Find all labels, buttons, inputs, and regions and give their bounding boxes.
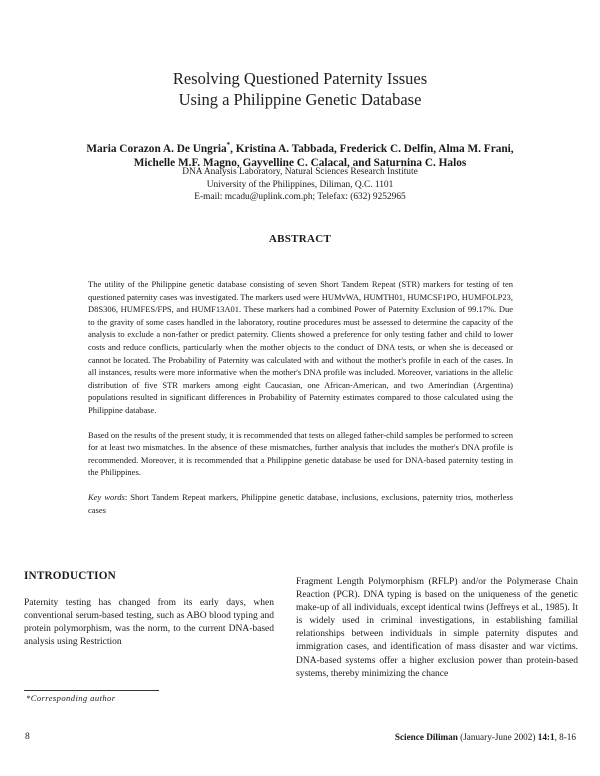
keywords	[88, 491, 513, 516]
first-author: Maria Corazon A. De Ungria	[86, 142, 227, 155]
abstract-body	[88, 278, 513, 516]
abstract-paragraph-2: Based on the results of the present study, it is recommended that tests on alleged father-child samples be performed to screen for at least two mismatches. In the absence of these mismatches, further analysis that includes the mother's DNA profile is recommended. Moreover, it is recommended that a Philippine genetic database be used for DNA-based paternity testing in the Philippines.	[88, 429, 513, 478]
journal-volume: 14:1	[537, 732, 555, 742]
title-line-1: Resolving Questioned Paternity Issues	[172, 69, 428, 88]
introduction-right-text: Fragment Length Polymorphism (RFLP) and/or the Polymerase Chain Reaction (PCR). DNA typing is based on the uniqueness of the genetic make-up of all individuals, except identical twins (Jeffreys et al., 1985). It is widely used in criminal investigations, in establishing familial relationships between individuals in simple paternity disputes and immigration cases, and identification of mass disaster and war victims. DNA-based systems offer a higher exclusion power than protein-based systems, thereby minimizing the chance	[296, 577, 578, 679]
corresponding-mark: *	[226, 141, 231, 149]
paper-title	[0, 68, 600, 110]
page-number: 8	[25, 732, 30, 742]
page-range: , 8-16	[554, 732, 576, 742]
abstract-paragraph-1: The utility of the Philippine genetic database consisting of seven Short Tandem Repeat (STR) markers for testing of ten questioned paternity cases was investigated. The markers used were HUMvWA, HUMTH01, HUMCSF1PO, HUMFOLP23, D8S306, HUMFES/FPS, and HUMF13A01. These markers had a combined Power of Paternity Exclusion of 99.17%. Due to the gravity of some cases handled in the laboratory, routine procedures must be assessed to determine the capacity of the analysis to exclude a non-father or predict paternity. Clients showed a preference for only testing father and child to lower costs and reduce conflicts, particularly when the mother objects to the conduct of DNA tests, or when she is deceased or cannot be located. The Probability of Paternity was calculated with and without the mother's profile in each of the cases. In all instances, results were more informative when the mother's DNA profile was included. Moreover, variations in the allelic distribution of five STR markers among eight Caucasian, one African-American, and two Amerindian (Argentina) populations resulted in significant differences in Probability of Paternity estimates compared to those calculated using the Philippine database.	[88, 279, 513, 415]
affiliation-contact: E-mail: mcadu@uplink.com.ph; Telefax: (632) 9252965	[194, 192, 406, 202]
introduction-left-text: Paternity testing has changed from its early days, when conventional serum-based testing, such as ABO blood typing and protein polymorphism, was the norm, to the current DNA-based analysis using Restriction	[24, 598, 274, 648]
journal-citation	[395, 732, 576, 742]
authors-line-1	[40, 138, 560, 156]
affiliation	[40, 166, 560, 204]
authors-line-2: Michelle M.F. Magno, Gayvelline C. Calacal, and Saturnina C. Halos	[133, 156, 467, 169]
title-line-2: Using a Philippine Genetic Database	[178, 90, 422, 109]
right-column	[296, 576, 578, 681]
footnote: *Corresponding author	[26, 693, 116, 703]
journal-name: Science Diliman	[394, 732, 458, 742]
affiliation-lab: DNA Analysis Laboratory, Natural Sciences Research Institute	[182, 167, 418, 177]
affiliation-university: University of the Philippines, Diliman, Q.C. 1101	[206, 179, 394, 190]
introduction-heading: INTRODUCTION	[24, 570, 116, 582]
keywords-text: : Short Tandem Repeat markers, Philippine genetic database, inclusions, exclusions, paternity trios, motherless cases	[88, 491, 513, 515]
abstract-heading: ABSTRACT	[268, 233, 332, 245]
issue-date: (January-June 2002)	[457, 732, 538, 742]
author-list	[40, 138, 560, 170]
footnote-divider	[24, 690, 159, 691]
keywords-label: Key words	[88, 491, 125, 502]
left-column	[24, 570, 274, 649]
co-authors: , Kristina A. Tabbada, Frederick C. Delfin, Alma M. Frani,	[230, 142, 514, 155]
